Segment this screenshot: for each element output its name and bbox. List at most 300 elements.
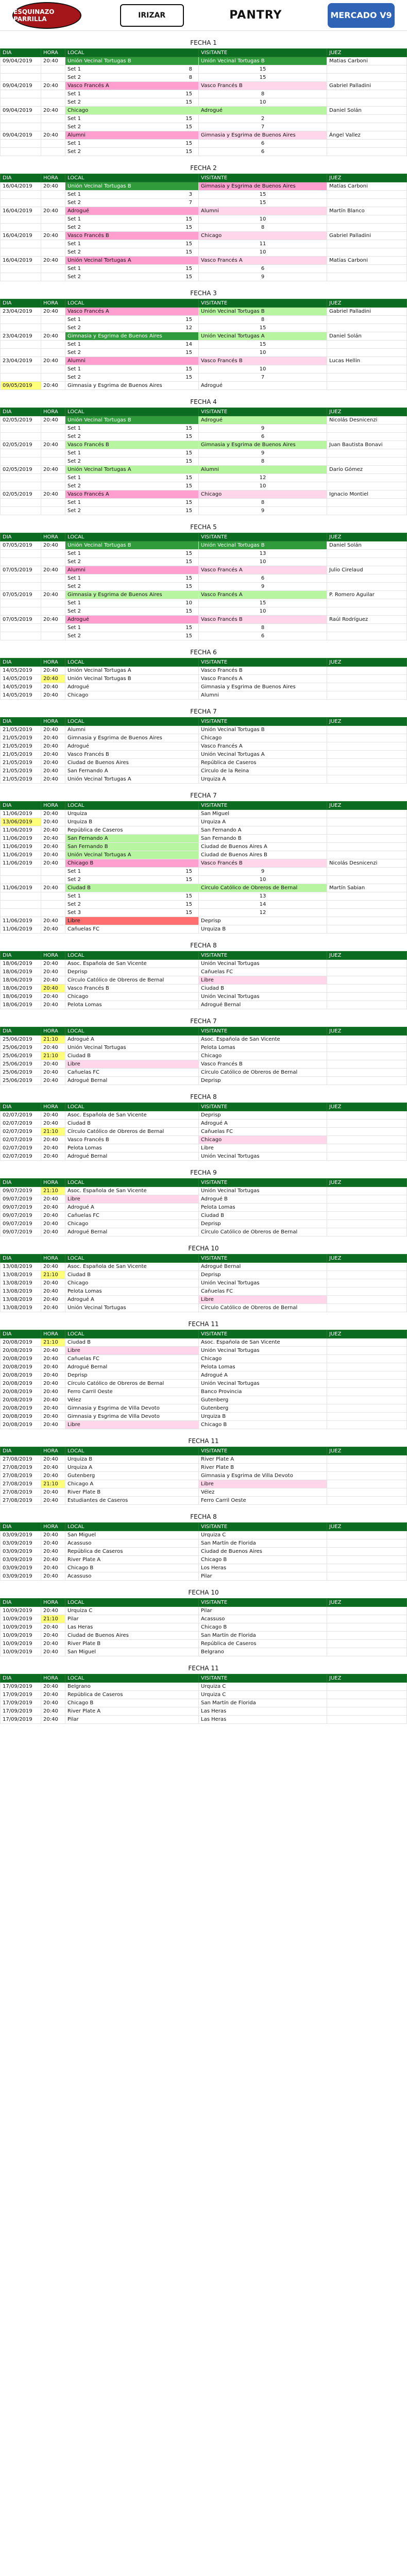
column-header: LOCAL	[65, 49, 199, 57]
match-date: 11/06/2019	[1, 859, 41, 868]
fecha-section	[0, 1437, 407, 1505]
match-date: 27/08/2019	[1, 1488, 41, 1497]
set-row	[1, 215, 407, 224]
match-local: Gimnasia y Esgrima de Buenos Aires	[65, 382, 199, 390]
match-row	[1, 775, 407, 784]
set-spacer	[41, 324, 65, 332]
match-referee: P. Romero Aguilar	[327, 591, 407, 599]
column-header: LOCAL	[65, 718, 199, 726]
set-spacer	[327, 140, 407, 148]
match-visitor: Ciudad B	[199, 985, 327, 993]
match-referee	[327, 1052, 407, 1060]
match-row	[1, 968, 407, 976]
table-header-row	[1, 658, 407, 667]
fixture-table	[0, 48, 407, 156]
match-hour: 20:40	[41, 1212, 65, 1220]
match-local: Gimnasia y Esgrima de Buenos Aires	[65, 332, 199, 341]
set-score-visitor: 10	[199, 215, 327, 224]
set-score-local: 15	[185, 508, 192, 514]
match-row	[1, 1556, 407, 1564]
set-spacer	[1, 123, 41, 131]
match-local: San Fernando A	[65, 835, 199, 843]
set-spacer	[1, 191, 41, 199]
logo-esquinazo: ESQUINAZO PARRILLA	[12, 2, 81, 29]
set-score-visitor: 8	[199, 624, 327, 632]
set-local-cell	[65, 433, 199, 441]
match-hour: 20:40	[41, 742, 65, 751]
match-referee	[327, 968, 407, 976]
match-row	[1, 82, 407, 90]
table-header-row	[1, 952, 407, 960]
column-header: VISITANTE	[199, 299, 327, 308]
table-header-row	[1, 1027, 407, 1036]
match-hour: 20:40	[41, 1136, 65, 1144]
set-label: Set 1	[67, 426, 81, 431]
set-spacer	[1, 624, 41, 632]
match-visitor: Vasco Francés A	[199, 566, 327, 574]
set-spacer	[327, 240, 407, 248]
table-header-row	[1, 1179, 407, 1187]
set-spacer	[41, 507, 65, 515]
column-header: HORA	[41, 802, 65, 810]
table-header-row	[1, 718, 407, 726]
match-row	[1, 691, 407, 700]
match-date: 14/05/2019	[1, 675, 41, 683]
match-date: 23/04/2019	[1, 357, 41, 365]
match-visitor: Unión Vecinal Tortugas	[199, 993, 327, 1001]
match-hour: 20:40	[41, 1472, 65, 1480]
set-score-visitor: 10	[199, 98, 327, 107]
set-label: Set 1	[67, 141, 81, 146]
match-visitor: Adrogué A	[199, 1120, 327, 1128]
match-date: 23/04/2019	[1, 332, 41, 341]
match-row	[1, 759, 407, 767]
set-label: Set 1	[67, 317, 81, 323]
match-local: Pelota Lomas	[65, 1144, 199, 1153]
match-date: 21/05/2019	[1, 759, 41, 767]
set-score-local: 8	[189, 75, 192, 80]
match-local: Ciudad de Buenos Aires	[65, 759, 199, 767]
match-visitor: Chicago	[199, 734, 327, 742]
match-local: Acassuso	[65, 1539, 199, 1548]
set-spacer	[327, 224, 407, 232]
set-spacer	[41, 115, 65, 123]
set-row	[1, 482, 407, 490]
set-score-visitor: 10	[199, 365, 327, 374]
set-row	[1, 624, 407, 632]
set-local-cell	[65, 457, 199, 466]
match-visitor: San Miguel	[199, 810, 327, 818]
match-visitor: Vasco Francés B	[199, 667, 327, 675]
match-local: Unión Vecinal Tortugas A	[65, 775, 199, 784]
match-visitor: Adrogué	[199, 107, 327, 115]
match-visitor: Vasco Francés B	[199, 1060, 327, 1069]
table-header-row	[1, 1674, 407, 1683]
match-visitor: San Fernando A	[199, 826, 327, 835]
set-spacer	[327, 583, 407, 591]
set-label: Set 1	[67, 600, 81, 606]
match-row	[1, 1279, 407, 1287]
match-local: Vasco Francés A	[65, 308, 199, 316]
set-local-cell	[65, 248, 199, 257]
match-row	[1, 1363, 407, 1371]
fecha-title: FECHA 8	[190, 1513, 217, 1520]
match-local: Urquiza B	[65, 1455, 199, 1464]
match-visitor: Urquiza C	[199, 1691, 327, 1699]
logo-pantry: PANTRY	[229, 9, 282, 22]
set-row	[1, 507, 407, 515]
set-spacer	[1, 550, 41, 558]
match-local: Gimnasia y Esgrima de Buenos Aires	[65, 591, 199, 599]
match-hour: 20:40	[41, 859, 65, 868]
match-referee	[327, 1716, 407, 1724]
match-visitor: Alumni	[199, 207, 327, 215]
column-header: HORA	[41, 1179, 65, 1187]
match-visitor: Unión Vecinal Tortugas	[199, 1153, 327, 1161]
match-referee: Daniel Solán	[327, 332, 407, 341]
set-spacer	[41, 449, 65, 457]
match-row	[1, 1338, 407, 1347]
set-row	[1, 324, 407, 332]
match-row	[1, 767, 407, 775]
match-referee	[327, 1355, 407, 1363]
match-referee	[327, 1187, 407, 1195]
match-hour: 20:40	[41, 767, 65, 775]
match-local: Gutenberg	[65, 1472, 199, 1480]
set-score-visitor: 15	[199, 199, 327, 207]
column-header: HORA	[41, 299, 65, 308]
match-row	[1, 1371, 407, 1380]
match-row	[1, 1355, 407, 1363]
match-local: Ciudad de Buenos Aires	[65, 1632, 199, 1640]
match-row	[1, 835, 407, 843]
fecha-section	[0, 290, 407, 390]
set-row	[1, 607, 407, 616]
set-row	[1, 316, 407, 324]
match-referee	[327, 1136, 407, 1144]
match-hour: 20:40	[41, 1228, 65, 1236]
set-spacer	[327, 324, 407, 332]
set-row	[1, 558, 407, 566]
fecha-section	[0, 1093, 407, 1161]
match-visitor: Unión Vecinal Tortugas B	[199, 308, 327, 316]
match-date: 09/04/2019	[1, 107, 41, 115]
column-header: JUEZ	[327, 952, 407, 960]
match-date: 11/06/2019	[1, 826, 41, 835]
match-row	[1, 925, 407, 934]
match-hour: 20:40	[41, 1396, 65, 1404]
match-hour: 20:40	[41, 968, 65, 976]
match-date: 20/08/2019	[1, 1421, 41, 1429]
match-visitor: Vasco Francés A	[199, 257, 327, 265]
match-row	[1, 207, 407, 215]
match-visitor: River Plate A	[199, 1455, 327, 1464]
match-referee: Lucas Hellin	[327, 357, 407, 365]
set-spacer	[327, 457, 407, 466]
match-date: 11/06/2019	[1, 851, 41, 859]
fixture-table	[0, 1598, 407, 1656]
match-row	[1, 976, 407, 985]
match-hour: 20:40	[41, 976, 65, 985]
match-hour: 20:40	[41, 1691, 65, 1699]
match-visitor: Pelota Lomas	[199, 1363, 327, 1371]
match-visitor: Chicago	[199, 1136, 327, 1144]
table-header-row	[1, 1599, 407, 1607]
column-header: LOCAL	[65, 1599, 199, 1607]
set-label: Set 1	[67, 266, 81, 272]
table-header-row	[1, 1330, 407, 1338]
match-visitor: Ciudad de Buenos Aires	[199, 1548, 327, 1556]
fecha-section	[0, 649, 407, 700]
set-spacer	[41, 499, 65, 507]
match-referee	[327, 1111, 407, 1120]
match-hour: 20:40	[41, 308, 65, 316]
set-row	[1, 191, 407, 199]
match-local: Asoc. Española de San Vicente	[65, 1111, 199, 1120]
column-header: JUEZ	[327, 658, 407, 667]
match-visitor: Ciudad B	[199, 1212, 327, 1220]
match-referee	[327, 1488, 407, 1497]
set-spacer	[1, 901, 41, 909]
match-referee	[327, 1044, 407, 1052]
set-spacer	[327, 892, 407, 901]
set-spacer	[1, 74, 41, 82]
set-score-local: 15	[185, 266, 192, 272]
set-spacer	[41, 316, 65, 324]
match-referee: Nicolás Desnicenzi	[327, 416, 407, 425]
set-score-visitor: 8	[199, 457, 327, 466]
column-header: VISITANTE	[199, 718, 327, 726]
set-local-cell	[65, 265, 199, 273]
match-local: Deprisp	[65, 1371, 199, 1380]
set-spacer	[1, 115, 41, 123]
set-row	[1, 583, 407, 591]
fecha-title: FECHA 11	[188, 1320, 219, 1328]
column-header: VISITANTE	[199, 408, 327, 416]
fixture-table	[0, 1447, 407, 1505]
match-hour: 20:40	[41, 818, 65, 826]
match-local: Estudiantes de Caseros	[65, 1497, 199, 1505]
set-spacer	[327, 901, 407, 909]
fecha-title: FECHA 11	[188, 1437, 219, 1445]
set-score-visitor: 12	[199, 474, 327, 482]
match-row	[1, 1380, 407, 1388]
match-visitor: Alumni	[199, 691, 327, 700]
fixture-table	[0, 408, 407, 515]
set-spacer	[327, 123, 407, 131]
set-row	[1, 140, 407, 148]
match-hour: 20:40	[41, 332, 65, 341]
match-referee: Matías Carboni	[327, 182, 407, 191]
match-referee	[327, 851, 407, 859]
set-score-visitor: 8	[199, 316, 327, 324]
match-referee	[327, 826, 407, 835]
set-spacer	[41, 265, 65, 273]
match-visitor: Urquiza B	[199, 1413, 327, 1421]
match-hour: 21:10	[41, 1480, 65, 1488]
set-spacer	[327, 474, 407, 482]
match-hour: 20:40	[41, 131, 65, 140]
set-local-cell	[65, 901, 199, 909]
match-row	[1, 1060, 407, 1069]
match-hour: 20:40	[41, 1640, 65, 1648]
match-date: 02/07/2019	[1, 1144, 41, 1153]
match-visitor: Unión Vecinal Tortugas A	[199, 332, 327, 341]
match-date: 09/07/2019	[1, 1220, 41, 1228]
set-spacer	[327, 248, 407, 257]
set-score-visitor: 6	[199, 632, 327, 640]
match-referee	[327, 1296, 407, 1304]
match-date: 02/05/2019	[1, 490, 41, 499]
match-row	[1, 742, 407, 751]
match-hour: 20:40	[41, 1548, 65, 1556]
fecha-section	[0, 398, 407, 515]
match-row	[1, 1615, 407, 1623]
fixture-table	[0, 1254, 407, 1312]
set-local-cell	[65, 349, 199, 357]
column-header: JUEZ	[327, 1255, 407, 1263]
set-row	[1, 425, 407, 433]
set-score-visitor: 8	[199, 499, 327, 507]
set-spacer	[327, 115, 407, 123]
set-spacer	[41, 574, 65, 583]
match-hour: 20:40	[41, 1355, 65, 1363]
match-row	[1, 884, 407, 892]
match-date: 14/05/2019	[1, 691, 41, 700]
set-spacer	[41, 632, 65, 640]
match-hour: 20:40	[41, 1607, 65, 1615]
match-local: Vasco Francés B	[65, 751, 199, 759]
match-row	[1, 1623, 407, 1632]
match-referee	[327, 993, 407, 1001]
match-row	[1, 591, 407, 599]
set-spacer	[41, 457, 65, 466]
match-local: Chicago B	[65, 1699, 199, 1707]
set-score-visitor: 14	[199, 901, 327, 909]
match-hour: 20:40	[41, 884, 65, 892]
match-date: 16/04/2019	[1, 257, 41, 265]
match-hour: 20:40	[41, 207, 65, 215]
match-referee	[327, 1421, 407, 1429]
match-hour: 20:40	[41, 993, 65, 1001]
match-referee	[327, 1153, 407, 1161]
set-spacer	[1, 140, 41, 148]
set-score-visitor: 8	[199, 224, 327, 232]
table-header-row	[1, 802, 407, 810]
fixture-table	[0, 951, 407, 1009]
set-label: Set 2	[67, 249, 81, 255]
set-row	[1, 433, 407, 441]
match-local: Alumni	[65, 566, 199, 574]
match-local: Vasco Francés B	[65, 441, 199, 449]
set-score-local: 15	[185, 434, 192, 439]
table-header-row	[1, 1523, 407, 1531]
set-local-cell	[65, 499, 199, 507]
table-header-row	[1, 1447, 407, 1455]
match-referee	[327, 1623, 407, 1632]
match-hour: 20:40	[41, 1572, 65, 1581]
match-hour: 20:40	[41, 1195, 65, 1204]
match-referee	[327, 1304, 407, 1312]
column-header: LOCAL	[65, 1674, 199, 1683]
match-local: Chicago	[65, 1220, 199, 1228]
set-spacer	[1, 215, 41, 224]
match-row	[1, 851, 407, 859]
set-spacer	[41, 583, 65, 591]
match-row	[1, 1607, 407, 1615]
set-spacer	[41, 240, 65, 248]
match-date: 11/06/2019	[1, 843, 41, 851]
table-header-row	[1, 49, 407, 57]
match-row	[1, 1539, 407, 1548]
set-local-cell	[65, 550, 199, 558]
match-visitor: Adrogué	[199, 416, 327, 425]
set-spacer	[41, 365, 65, 374]
set-score-local: 15	[185, 216, 192, 222]
match-hour: 21:10	[41, 1187, 65, 1195]
match-date: 18/06/2019	[1, 1001, 41, 1009]
set-spacer	[1, 507, 41, 515]
match-local: Pilar	[65, 1615, 199, 1623]
set-local-cell	[65, 341, 199, 349]
match-referee	[327, 1380, 407, 1388]
match-referee	[327, 751, 407, 759]
set-local-cell	[65, 868, 199, 876]
match-referee	[327, 1548, 407, 1556]
set-spacer	[1, 868, 41, 876]
match-local: Vasco Francés B	[65, 232, 199, 240]
match-hour: 20:40	[41, 57, 65, 65]
set-row	[1, 199, 407, 207]
fecha-title: FECHA 4	[190, 398, 217, 405]
set-row	[1, 341, 407, 349]
match-referee	[327, 917, 407, 925]
match-hour: 20:40	[41, 1623, 65, 1632]
set-spacer	[1, 341, 41, 349]
match-referee	[327, 1691, 407, 1699]
set-label: Set 1	[67, 342, 81, 347]
set-score-visitor: 10	[199, 876, 327, 884]
column-header: VISITANTE	[199, 533, 327, 541]
set-row	[1, 248, 407, 257]
match-referee	[327, 726, 407, 734]
match-row	[1, 131, 407, 140]
column-header: JUEZ	[327, 718, 407, 726]
set-score-local: 15	[185, 625, 192, 631]
match-visitor: Deprisp	[199, 917, 327, 925]
match-local: Urquiza A	[65, 1464, 199, 1472]
match-visitor: Vasco Francés A	[199, 742, 327, 751]
match-hour: 20:40	[41, 357, 65, 365]
match-local: Adrogué Bernal	[65, 1077, 199, 1085]
match-visitor: Ciudad de Buenos Aires B	[199, 851, 327, 859]
match-hour: 20:40	[41, 257, 65, 265]
match-visitor: Chicago B	[199, 1623, 327, 1632]
match-referee	[327, 835, 407, 843]
match-date: 13/08/2019	[1, 1279, 41, 1287]
match-hour: 20:40	[41, 1220, 65, 1228]
match-referee	[327, 843, 407, 851]
match-date: 09/07/2019	[1, 1204, 41, 1212]
column-header: LOCAL	[65, 1255, 199, 1263]
fecha-section	[0, 1589, 407, 1656]
match-referee	[327, 925, 407, 934]
set-score-local: 15	[185, 608, 192, 614]
set-spacer	[1, 574, 41, 583]
match-visitor: Unión Vecinal Tortugas	[199, 1279, 327, 1287]
match-date: 18/06/2019	[1, 985, 41, 993]
match-hour: 20:40	[41, 1707, 65, 1716]
